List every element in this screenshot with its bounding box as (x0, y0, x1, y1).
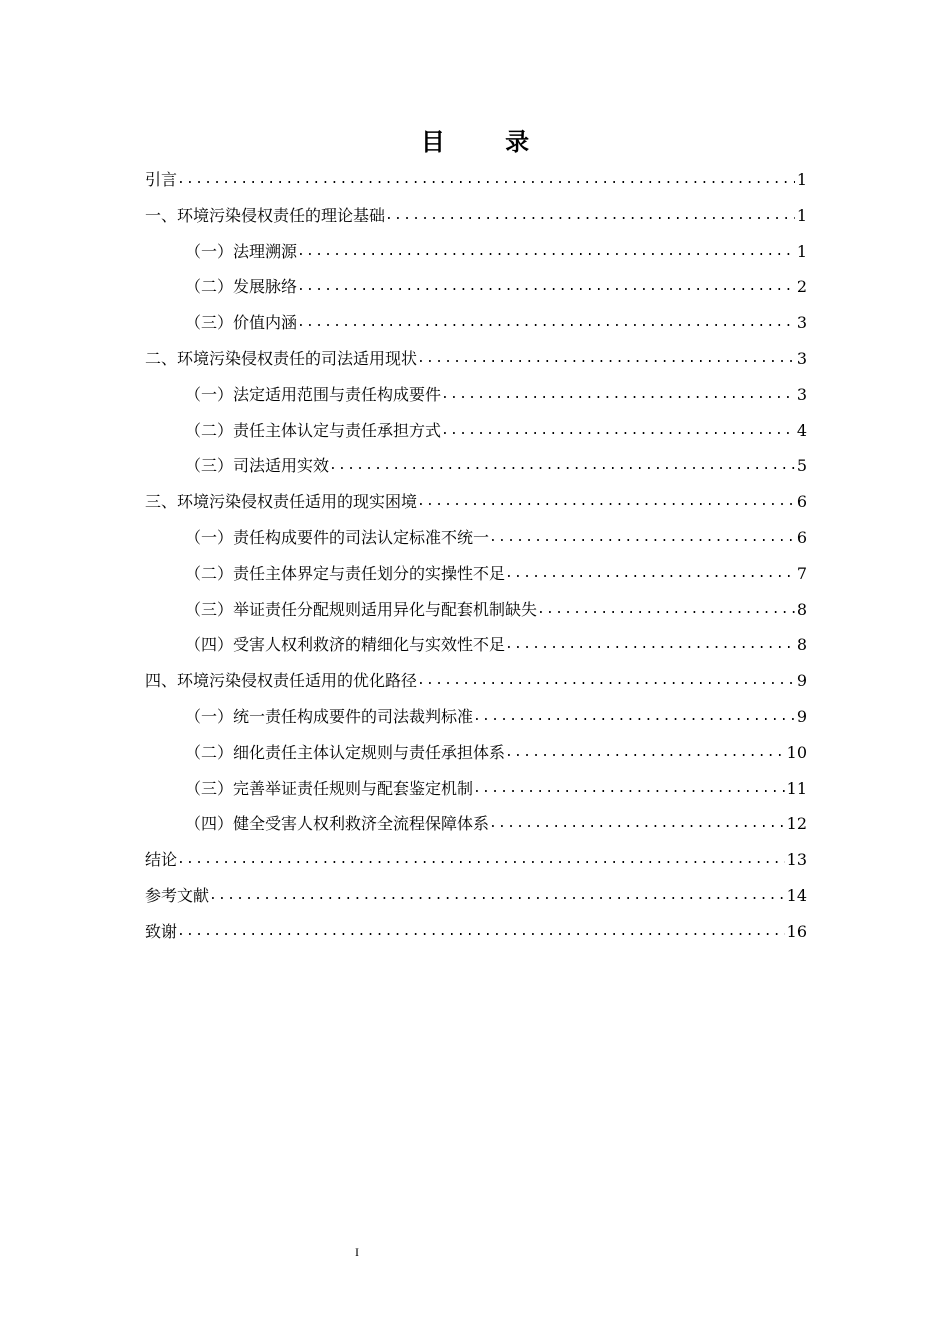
toc-entry[interactable] (145, 413, 807, 449)
toc-entry-page-number: 1 (796, 170, 807, 189)
toc-entry-page-number: 3 (796, 348, 807, 368)
toc-entry-text: （二）责任主体界定与责任划分的实操性不足 (185, 563, 506, 583)
toc-entry-text: （三）完善举证责任规则与配套鉴定机制 (185, 778, 474, 798)
dot-leader (489, 806, 785, 842)
toc-entry-text: 参考文献 (145, 885, 210, 905)
toc-entry-page-number: 3 (796, 313, 807, 333)
toc-entry[interactable] (145, 448, 807, 484)
toc-entry-page-number: 12 (786, 814, 807, 834)
toc-entry-text: （四）受害人权利救济的精细化与实效性不足 (185, 635, 506, 655)
dot-leader (537, 592, 795, 628)
toc-entry-text: （一）法定适用范围与责任构成要件 (185, 384, 442, 404)
toc-entry-page-number: 9 (796, 671, 807, 691)
toc-entry-text: （三）举证责任分配规则适用异化与配套机制缺失 (185, 599, 538, 619)
toc-entry-text: 致谢 (145, 921, 178, 941)
toc-entry-page-number: 11 (786, 778, 807, 798)
dot-leader (177, 914, 785, 950)
toc-entry-page-number: 9 (796, 706, 807, 726)
toc-entry[interactable] (145, 305, 807, 341)
dot-leader (505, 627, 795, 663)
toc-entry-text: （二）发展脉络 (185, 277, 298, 297)
toc-entry-text: （一）责任构成要件的司法认定标准不统一 (185, 527, 490, 547)
toc-entry-text: 四、环境污染侵权责任适用的优化路径 (145, 671, 418, 691)
toc-entry[interactable] (145, 592, 807, 628)
toc-entry[interactable] (145, 699, 807, 735)
toc-entry-text: 三、环境污染侵权责任适用的现实困境 (145, 492, 418, 512)
toc-entry-page-number: 8 (796, 635, 807, 655)
dot-leader (489, 520, 795, 556)
toc-entry-text: 二、环境污染侵权责任的司法适用现状 (145, 348, 418, 368)
toc-entry-page-number: 6 (796, 527, 807, 547)
dot-leader (417, 663, 795, 699)
dot-leader (441, 413, 795, 449)
toc-entry-text: （一）法理溯源 (185, 241, 298, 261)
toc-title: 目 录 (420, 128, 556, 156)
dot-leader (177, 162, 795, 198)
toc-entry-page-number: 10 (786, 742, 807, 762)
toc-entry[interactable] (145, 771, 807, 807)
toc-entry[interactable] (145, 914, 807, 950)
toc-entry[interactable] (145, 234, 807, 270)
toc-entry[interactable] (145, 377, 807, 413)
toc-entry-page-number: 1 (796, 241, 807, 261)
dot-leader (329, 448, 795, 484)
dot-leader (473, 699, 795, 735)
toc-entry-page-number: 3 (796, 384, 807, 404)
dot-leader (505, 735, 785, 771)
toc-entry-page-number: 4 (796, 420, 807, 440)
dot-leader (473, 771, 785, 807)
dot-leader (209, 878, 785, 914)
toc-entry-text: （一）统一责任构成要件的司法裁判标准 (185, 706, 474, 726)
toc-entry[interactable] (145, 162, 807, 198)
toc-entry-text: （三）价值内涵 (185, 313, 298, 333)
toc-entry-page-number: 2 (796, 277, 807, 297)
toc-entry[interactable] (145, 556, 807, 592)
toc-entry[interactable] (145, 341, 807, 377)
toc-entry[interactable] (145, 735, 807, 771)
dot-leader (177, 842, 785, 878)
toc-entry-page-number: 13 (786, 850, 807, 870)
toc-entry-page-number: 1 (796, 205, 807, 225)
toc-entry-page-number: 8 (796, 599, 807, 619)
toc-entry[interactable] (145, 627, 807, 663)
dot-leader (417, 484, 795, 520)
dot-leader (297, 269, 795, 305)
toc-entry[interactable] (145, 484, 807, 520)
page-number: I (355, 1245, 359, 1259)
toc-entry-page-number: 14 (786, 885, 807, 905)
toc-entry[interactable] (145, 269, 807, 305)
dot-leader (505, 556, 795, 592)
toc-entry-text: （二）责任主体认定与责任承担方式 (185, 420, 442, 440)
toc-entry-page-number: 16 (786, 921, 807, 941)
toc-entry[interactable] (145, 842, 807, 878)
toc-entry[interactable] (145, 806, 807, 842)
dot-leader (297, 305, 795, 341)
toc-entry-text: 引言 (145, 170, 178, 189)
dot-leader (417, 341, 795, 377)
toc-entry-text: 结论 (145, 850, 178, 870)
toc-entry-text: 一、环境污染侵权责任的理论基础 (145, 205, 386, 225)
toc-entry-text: （四）健全受害人权利救济全流程保障体系 (185, 814, 490, 834)
toc-entry-text: （三）司法适用实效 (185, 456, 330, 476)
toc-entry-page-number: 6 (796, 492, 807, 512)
toc-entry-page-number: 7 (796, 563, 807, 583)
toc-entry-page-number: 5 (796, 456, 807, 476)
toc-entry-text: （二）细化责任主体认定规则与责任承担体系 (185, 742, 506, 762)
dot-leader (441, 377, 795, 413)
toc-entry[interactable] (145, 663, 807, 699)
table-of-contents (145, 162, 807, 950)
toc-entry[interactable] (145, 520, 807, 556)
toc-entry[interactable] (145, 878, 807, 914)
toc-entry[interactable] (145, 198, 807, 234)
dot-leader (297, 234, 795, 270)
dot-leader (385, 198, 795, 234)
